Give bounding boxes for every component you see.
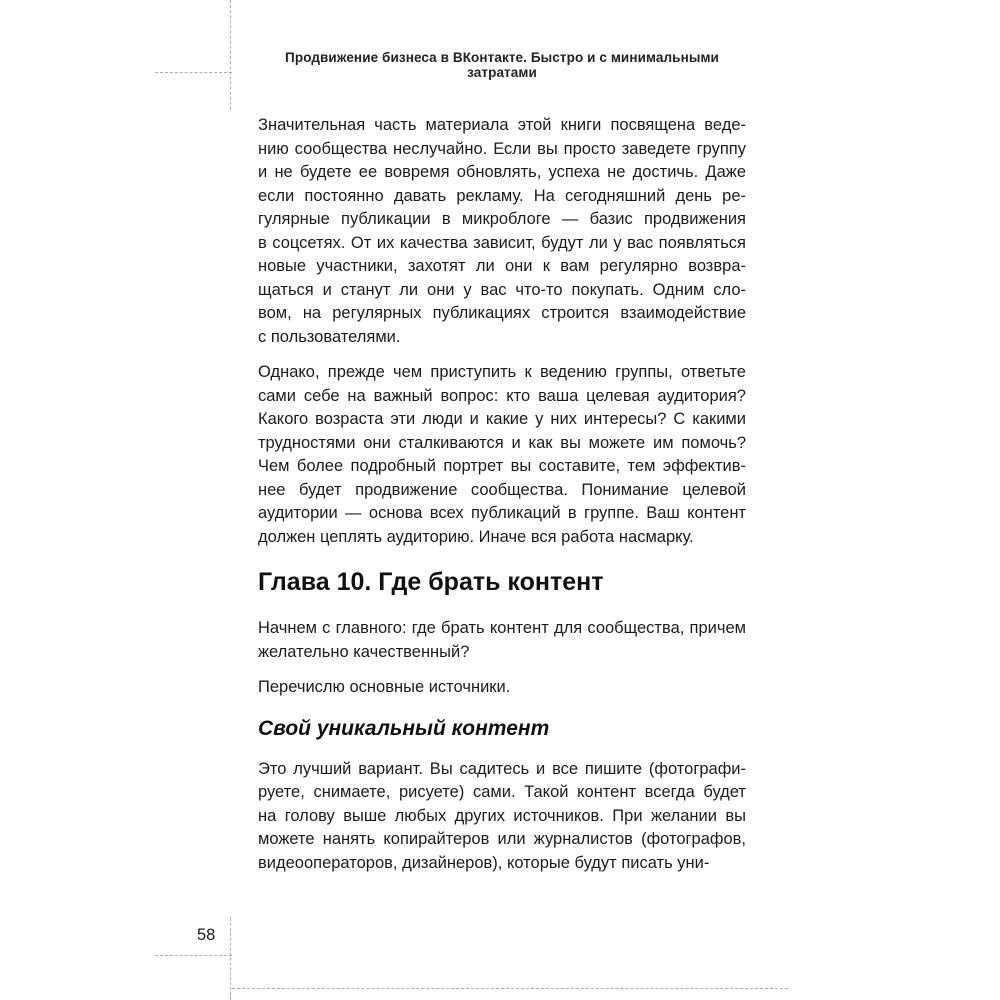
text-line: трудностями они сталкиваются и как вы можете им помочь? (258, 433, 746, 452)
page-content (258, 114, 746, 887)
section-heading-italic: Свой уникальный контент (258, 716, 550, 740)
text-line: в соцсетях. От их качества зависит, будут ли у вас появляться (258, 233, 746, 252)
text-line: Перечислю основные источники. (258, 678, 511, 696)
text-line: нее будет продвижение сообщества. Понимание целевой (258, 480, 746, 499)
text-line: вом, на регулярных публикациях строится взаимодействие (258, 304, 746, 322)
paragraph (258, 758, 746, 876)
crop-mark-bottom-left-vertical (230, 918, 231, 1000)
crop-mark-bottom-left-horizontal (155, 955, 232, 956)
text-line: сами себе на важный вопрос: кто ваша целевая аудитория? (258, 386, 746, 405)
text-line: Начнем с главного: где брать контент для сообщества, причем (258, 619, 746, 637)
text-line: желательно качественный? (258, 642, 470, 661)
text-line: если постоянно давать рекламу. На сегодняшний день ре- (258, 186, 746, 205)
text-line: Значительная часть материала этой книги посвящена веде- (258, 116, 746, 134)
text-line: можете нанять копирайтеров или журналистов (фотографов, (258, 830, 746, 848)
text-line: новые участники, захотят ли они к вам регулярно возвра- (258, 257, 746, 275)
chapter-heading: Глава 10. Где брать контент (258, 568, 604, 596)
text-line: гулярные публикации в микроблоге — базис продвижения (258, 210, 746, 228)
text-line: видеооператоров, дизайнеров), которые будут писать уни- (258, 853, 710, 872)
paragraph (258, 114, 746, 349)
text-line: на голову выше любых других источников. При желании вы (258, 806, 746, 825)
text-line: должен цеплять аудиторию. Иначе вся работа насмарку. (258, 527, 694, 546)
text-line: руете, снимаете, рисуете) сами. Такой контент всегда будет (258, 783, 746, 801)
text-line: нию сообщества неслучайно. Если вы просто заведете группу (258, 139, 746, 158)
text-line: Чем более подробный портрет вы составите, тем эффектив- (258, 457, 746, 475)
crop-mark-top-left-horizontal (155, 72, 232, 73)
text-line: Какого возраста эти люди и какие у них интересы? С какими (258, 410, 746, 428)
text-line: и не будете ее вовремя обновлять, успеха не достичь. Даже (258, 163, 746, 181)
crop-mark-top-left-vertical (230, 0, 231, 110)
paragraph (258, 676, 746, 700)
text-line: щаться и станут ли они у вас что-то покупать. Одним сло- (258, 280, 746, 299)
text-line: Это лучший вариант. Вы садитесь и все пишите (фотографи- (258, 759, 746, 778)
text-line: с пользователями. (258, 327, 401, 346)
running-header: Продвижение бизнеса в ВКонтакте. Быстро и с минимальными затратами (285, 50, 719, 80)
page-number: 58 (197, 926, 216, 944)
text-line: аудитории — основа всех публикаций в группе. Ваш контент (258, 504, 746, 522)
crop-mark-bottom-horizontal (232, 988, 788, 989)
text-line: Однако, прежде чем приступить к ведению группы, ответьте (258, 363, 746, 381)
paragraph (258, 617, 746, 664)
paragraph (258, 361, 746, 549)
